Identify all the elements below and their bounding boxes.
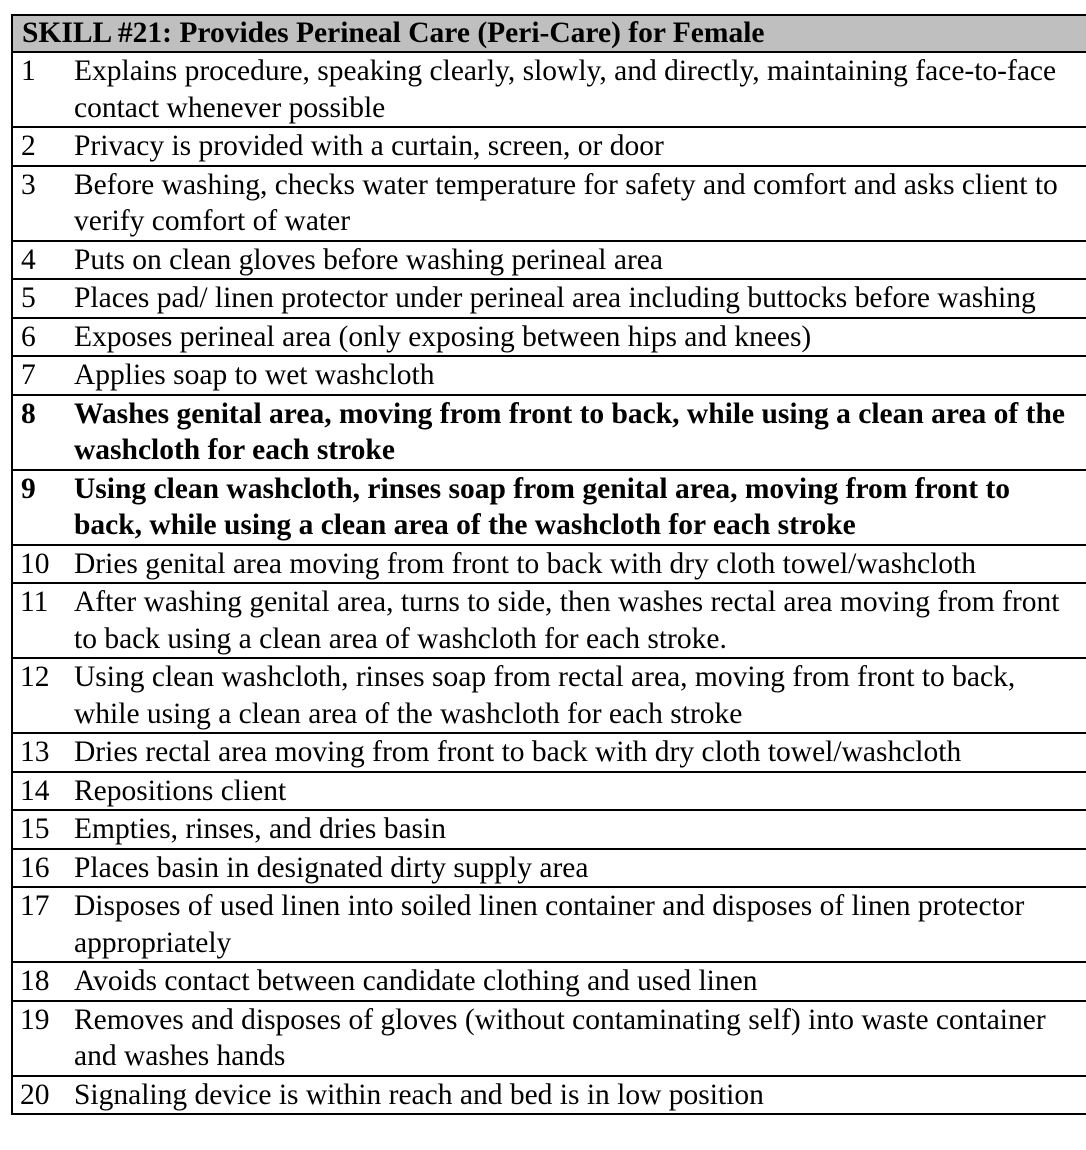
steps-list bbox=[12, 52, 1086, 1114]
step-number: 5 bbox=[12, 279, 66, 318]
step-text: Washes genital area, moving from front to back, while using a clean area of the washcloth for each stroke bbox=[66, 395, 1086, 470]
step-number: 16 bbox=[12, 849, 66, 888]
step-number: 17 bbox=[12, 887, 66, 962]
step-number: 8 bbox=[12, 395, 66, 470]
step-row bbox=[12, 52, 1086, 127]
step-text: Dries genital area moving from front to back with dry cloth towel/washcloth bbox=[66, 545, 1086, 584]
step-text: Disposes of used linen into soiled linen container and disposes of linen protector appropriately bbox=[66, 887, 1086, 962]
step-text: Removes and disposes of gloves (without contaminating self) into waste container and washes hands bbox=[66, 1001, 1086, 1076]
step-row bbox=[12, 849, 1086, 888]
step-text: Empties, rinses, and dries basin bbox=[66, 810, 1086, 849]
step-row bbox=[12, 356, 1086, 395]
step-text: Before washing, checks water temperature for safety and comfort and asks client to verify comfort of water bbox=[66, 166, 1086, 241]
step-number: 9 bbox=[12, 470, 66, 545]
skill-title-row bbox=[12, 15, 1086, 52]
step-text: Signaling device is within reach and bed is in low position bbox=[66, 1076, 1086, 1115]
step-number: 14 bbox=[12, 772, 66, 811]
step-row bbox=[12, 1001, 1086, 1076]
step-row bbox=[12, 658, 1086, 733]
step-row bbox=[12, 279, 1086, 318]
step-row bbox=[12, 962, 1086, 1001]
step-number: 6 bbox=[12, 318, 66, 357]
step-row bbox=[12, 318, 1086, 357]
skill-table bbox=[11, 14, 1086, 1115]
step-number: 3 bbox=[12, 166, 66, 241]
step-number: 20 bbox=[12, 1076, 66, 1115]
step-number: 1 bbox=[12, 52, 66, 127]
step-number: 4 bbox=[12, 241, 66, 280]
step-text: Explains procedure, speaking clearly, slowly, and directly, maintaining face-to-face contact whenever possible bbox=[66, 52, 1086, 127]
step-row bbox=[12, 395, 1086, 470]
step-number: 2 bbox=[12, 127, 66, 166]
skill-title: SKILL #21: Provides Perineal Care (Peri-Care) for Female bbox=[12, 15, 1086, 52]
step-row bbox=[12, 810, 1086, 849]
step-row bbox=[12, 545, 1086, 584]
step-row bbox=[12, 1076, 1086, 1115]
step-text: Puts on clean gloves before washing perineal area bbox=[66, 241, 1086, 280]
step-row bbox=[12, 470, 1086, 545]
step-text: Places pad/ linen protector under perineal area including buttocks before washing bbox=[66, 279, 1086, 318]
step-number: 12 bbox=[12, 658, 66, 733]
step-number: 18 bbox=[12, 962, 66, 1001]
step-text: Privacy is provided with a curtain, screen, or door bbox=[66, 127, 1086, 166]
step-text: Places basin in designated dirty supply area bbox=[66, 849, 1086, 888]
step-text: Applies soap to wet washcloth bbox=[66, 356, 1086, 395]
step-text: Avoids contact between candidate clothing and used linen bbox=[66, 962, 1086, 1001]
step-number: 7 bbox=[12, 356, 66, 395]
step-row bbox=[12, 241, 1086, 280]
step-text: Using clean washcloth, rinses soap from genital area, moving from front to back, while using a clean area of the washcloth for each stroke bbox=[66, 470, 1086, 545]
step-row bbox=[12, 127, 1086, 166]
step-row bbox=[12, 733, 1086, 772]
step-row bbox=[12, 166, 1086, 241]
skill-checklist bbox=[11, 14, 1086, 1115]
step-text: Repositions client bbox=[66, 772, 1086, 811]
step-number: 13 bbox=[12, 733, 66, 772]
step-text: After washing genital area, turns to side, then washes rectal area moving from front to back using a clean area of washcloth for each stroke. bbox=[66, 583, 1086, 658]
step-number: 10 bbox=[12, 545, 66, 584]
step-number: 19 bbox=[12, 1001, 66, 1076]
step-text: Dries rectal area moving from front to back with dry cloth towel/washcloth bbox=[66, 733, 1086, 772]
step-text: Exposes perineal area (only exposing between hips and knees) bbox=[66, 318, 1086, 357]
step-number: 15 bbox=[12, 810, 66, 849]
step-row bbox=[12, 772, 1086, 811]
step-row bbox=[12, 887, 1086, 962]
step-row bbox=[12, 583, 1086, 658]
step-text: Using clean washcloth, rinses soap from rectal area, moving from front to back, while using a clean area of the washcloth for each stroke bbox=[66, 658, 1086, 733]
step-number: 11 bbox=[12, 583, 66, 658]
